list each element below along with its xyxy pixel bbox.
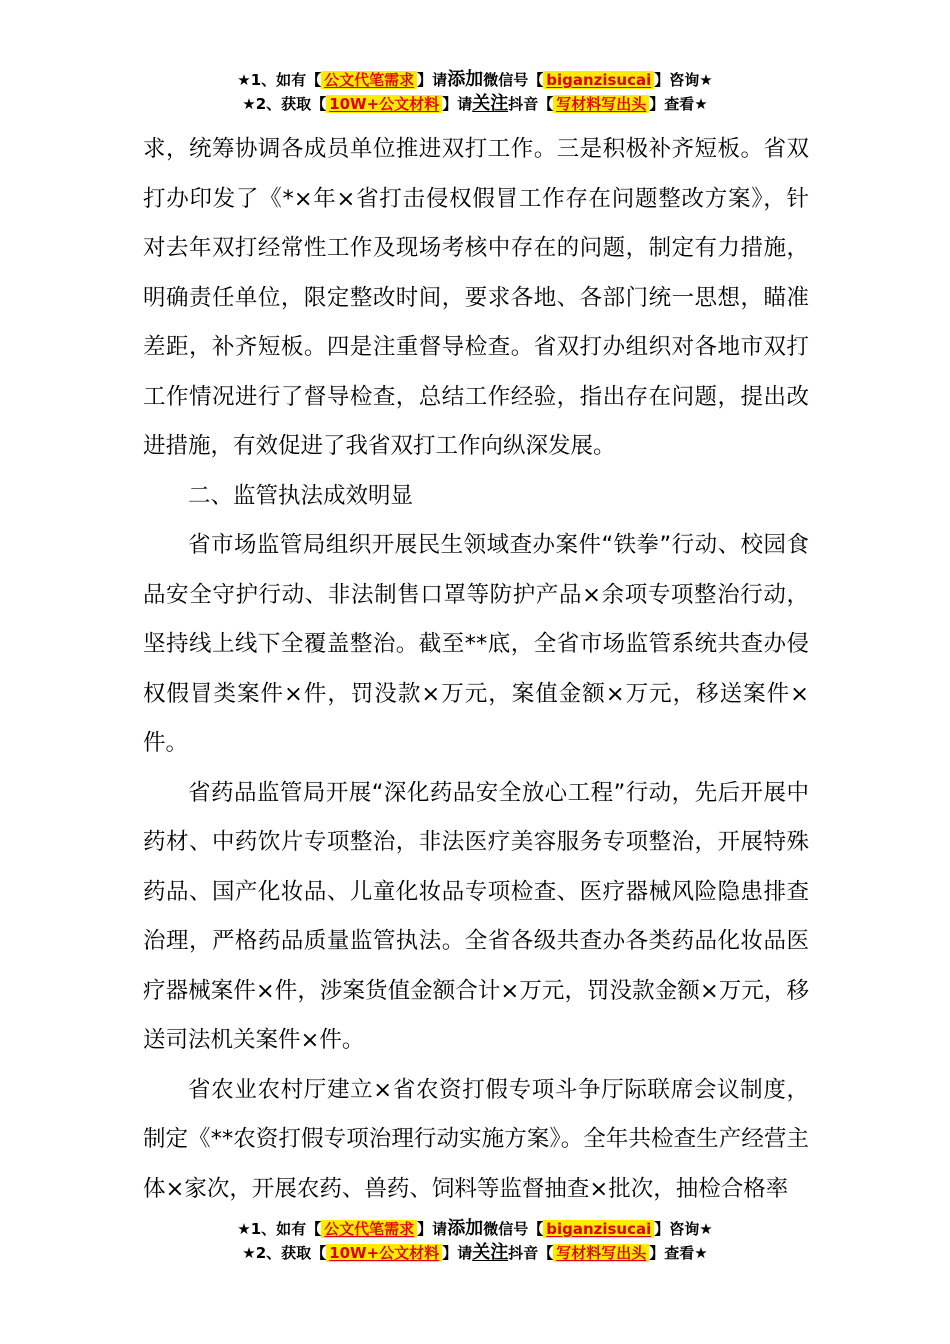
body-paragraph: 求，统筹协调各成员单位推进双打工作。三是积极补齐短板。省双打办印发了《*×年×省打击侵权假冒工作存在问题整改方案》，针对去年双打经常性工作及现场考核中存在的问题，制定有力措施，明确责任单位，限定整改时间，要求各地、各部门统一思想，瞄准差距，补齐短板。四是注重督导检查。省双打办组织对各地市双打工作情况进行了督导检查，总结工作经验，指出存在问题，提出改进措施，有效促进了我省双打工作向纵深发展。 bbox=[143, 136, 809, 459]
promo-emphasis: 关注 bbox=[472, 93, 509, 114]
promo-text: ★2、获取【 bbox=[242, 95, 327, 113]
promo-text: ★1、如有【 bbox=[237, 71, 322, 89]
promo-text: 微信号【 bbox=[483, 1220, 544, 1238]
promo-text: 】咨询★ bbox=[654, 1220, 713, 1238]
promo-highlight-service: 公文代笔需求 bbox=[321, 71, 417, 89]
document-body bbox=[143, 125, 809, 1214]
promo-line-1 bbox=[0, 1217, 950, 1241]
promo-text: ★2、获取【 bbox=[242, 1244, 327, 1262]
promo-highlight-douyin: 写材料写出头 bbox=[553, 95, 649, 113]
footer-promo-banner bbox=[0, 1217, 950, 1265]
promo-highlight-service: 公文代笔需求 bbox=[321, 1220, 417, 1238]
promo-emphasis: 关注 bbox=[472, 1242, 509, 1263]
promo-emphasis: 添加 bbox=[447, 1218, 484, 1239]
promo-text: 】请 bbox=[442, 95, 473, 113]
promo-text: 】咨询★ bbox=[654, 71, 713, 89]
promo-text: 】请 bbox=[417, 1220, 448, 1238]
header-promo-banner bbox=[0, 68, 950, 116]
promo-highlight-wechat: biganzisucai bbox=[543, 71, 654, 89]
body-paragraph: 省市场监管局组织开展民生领域查办案件“铁拳”行动、校园食品安全守护行动、非法制售口罩等防护产品×余项专项整治行动，坚持线上线下全覆盖整治。截至**底，全省市场监管系统共查办侵权假冒类案件×件，罚没款×万元，案值金额×万元，移送案件×件。 bbox=[143, 532, 809, 756]
promo-text: 】查看★ bbox=[649, 1244, 708, 1262]
promo-line-2 bbox=[0, 1241, 950, 1265]
promo-text: 】请 bbox=[417, 71, 448, 89]
promo-text: 微信号【 bbox=[483, 71, 544, 89]
promo-text: 抖音【 bbox=[508, 95, 554, 113]
promo-line-1 bbox=[0, 68, 950, 92]
promo-highlight-materials: 10W+公文材料 bbox=[326, 95, 442, 113]
body-paragraph: 省农业农村厅建立×省农资打假专项斗争厅际联席会议制度，制定《**农资打假专项治理行动实施方案》。全年共检查生产经营主体×家次，开展农药、兽药、饲料等监督抽查×批次，抽检合格率 bbox=[143, 1076, 809, 1202]
promo-highlight-douyin: 写材料写出头 bbox=[553, 1244, 649, 1262]
section-heading: 二、监管执法成效明显 bbox=[188, 482, 414, 509]
promo-text: 】查看★ bbox=[649, 95, 708, 113]
promo-emphasis: 添加 bbox=[447, 69, 484, 90]
body-paragraph: 省药品监管局开展“深化药品安全放心工程”行动，先后开展中药材、中药饮片专项整治，非法医疗美容服务专项整治，开展特殊药品、国产化妆品、儿童化妆品专项检查、医疗器械风险隐患排查治理，严格药品质量监管执法。全省各级共查办各类药品化妆品医疗器械案件×件，涉案货值金额合计×万元，罚没款金额×万元，移送司法机关案件×件。 bbox=[143, 779, 809, 1053]
promo-line-2 bbox=[0, 92, 950, 116]
promo-highlight-materials: 10W+公文材料 bbox=[326, 1244, 442, 1262]
promo-text: 】请 bbox=[442, 1244, 473, 1262]
promo-text: 抖音【 bbox=[508, 1244, 554, 1262]
promo-highlight-wechat: biganzisucai bbox=[543, 1220, 654, 1238]
promo-text: ★1、如有【 bbox=[237, 1220, 322, 1238]
